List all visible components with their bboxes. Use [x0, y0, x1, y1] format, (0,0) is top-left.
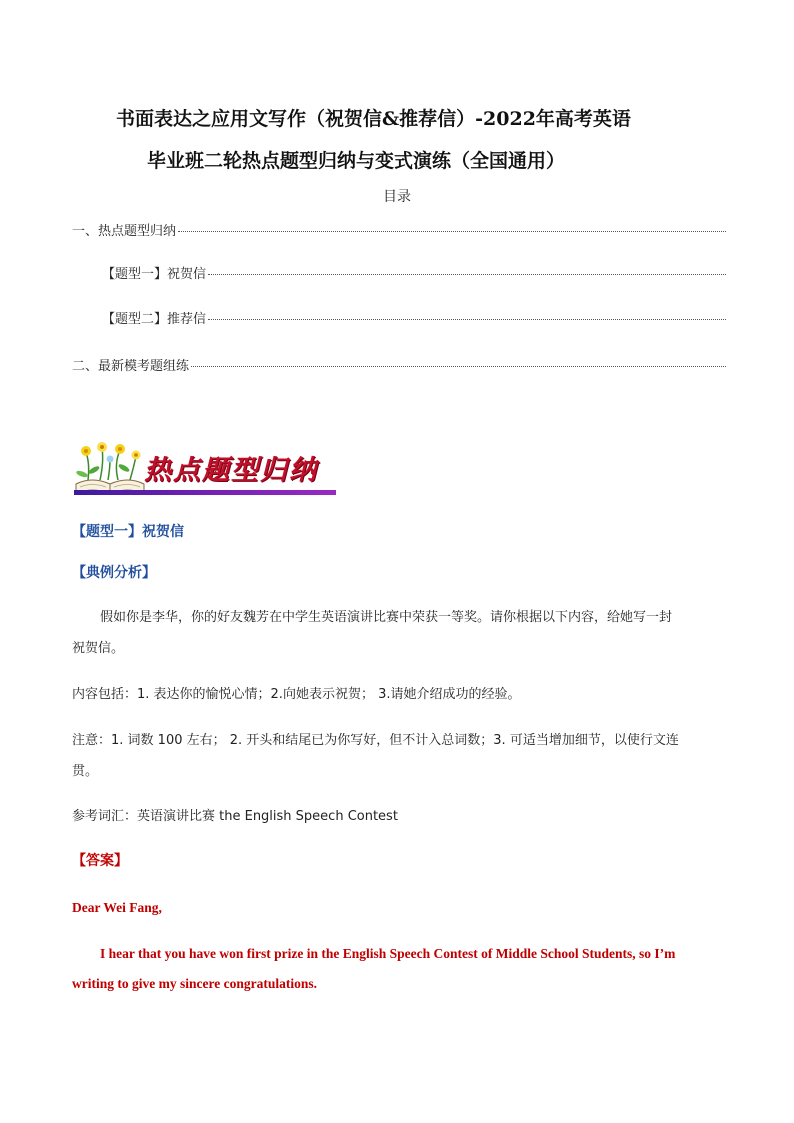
toc-item-hot-types[interactable] — [72, 220, 726, 239]
open-book-flowers-icon — [74, 440, 148, 496]
letter-salutation: Dear Wei Fang, — [72, 900, 162, 915]
banner-title: 热点题型归纳 — [144, 455, 318, 486]
toc-item-type-two[interactable] — [102, 308, 726, 327]
toc-leader-dots — [208, 319, 726, 320]
content-requirements: 内容包括：1. 表达你的愉悦心情；2.向她表示祝贺； 3.请她介绍成功的经验。 — [72, 687, 521, 702]
prompt-line-2: 祝贺信。 — [72, 641, 125, 656]
reference-vocabulary: 参考词汇：英语演讲比赛 the English Speech Contest — [72, 809, 398, 824]
answer-line-1: I hear that you have won first prize in the English Speech Contest of Middle School Students, so I’m — [100, 946, 676, 961]
banner-underline — [74, 490, 336, 495]
toc-leader-dots — [208, 274, 726, 275]
analysis-label: 【典例分析】 — [72, 565, 156, 581]
document-title-line1: 书面表达之应用文写作（祝贺信&推荐信）-2022年高考英语 — [116, 108, 631, 130]
toc-item-mock-exams[interactable] — [72, 355, 726, 374]
toc-item-label: 【题型一】祝贺信 — [102, 267, 207, 282]
note-line-2: 贯。 — [72, 764, 99, 779]
section-banner — [74, 440, 336, 498]
toc-item-label: 【题型二】推荐信 — [102, 312, 207, 327]
toc-leader-dots — [178, 231, 726, 232]
answer-label: 【答案】 — [72, 853, 128, 869]
toc-leader-dots — [191, 366, 726, 367]
toc-item-label: 二、最新模考题组练 — [72, 359, 190, 374]
toc-heading: 目录 — [383, 189, 411, 205]
note-line-1: 注意：1. 词数 100 左右； 2. 开头和结尾已为你写好，但不计入总词数；3. 可适当增加细节，以使行文连 — [72, 733, 679, 748]
prompt-line-1: 假如你是李华，你的好友魏芳在中学生英语演讲比赛中荣获一等奖。请你根据以下内容，给她写一封 — [100, 610, 673, 625]
answer-line-2: writing to give my sincere congratulations. — [72, 976, 317, 991]
type-one-label: 【题型一】祝贺信 — [72, 524, 184, 540]
toc-item-type-one[interactable] — [102, 263, 726, 282]
document-title-line2: 毕业班二轮热点题型归纳与变式演练（全国通用） — [147, 150, 566, 172]
toc-item-label: 一、热点题型归纳 — [72, 224, 177, 239]
